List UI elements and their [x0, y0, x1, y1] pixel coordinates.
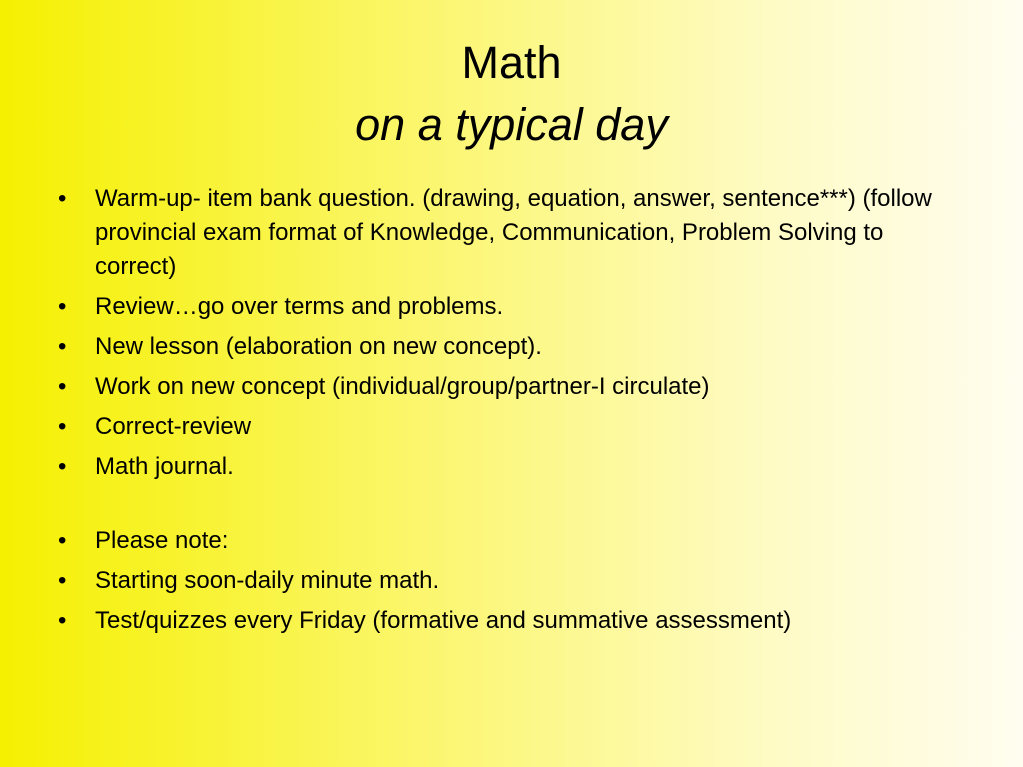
bullet-text: Warm-up- item bank question. (drawing, equation, answer, sentence***) (follow provincial exam format of Knowledge, Communication, Problem Solving to correct)	[95, 185, 932, 280]
bullet-dot-icon: •	[58, 567, 67, 594]
bullet-item	[58, 410, 958, 444]
bullet-item	[58, 330, 958, 364]
title-line-subtitle: on a typical day	[355, 99, 668, 150]
bullet-item	[58, 604, 958, 638]
bullet-item	[58, 182, 958, 284]
bullet-text: Review…go over terms and problems.	[95, 293, 504, 320]
bullet-text: Math journal.	[95, 453, 234, 480]
bullet-dot-icon: •	[58, 373, 67, 400]
bullet-text: Starting soon-daily minute math.	[95, 567, 440, 594]
bullet-text: New lesson (elaboration on new concept).	[95, 333, 542, 360]
bullet-item	[58, 290, 958, 324]
title-line-math: Math	[461, 37, 562, 88]
bullet-dot-icon: •	[58, 413, 67, 440]
bullet-item	[58, 524, 958, 558]
bullet-item	[58, 564, 958, 598]
bullet-dot-icon: •	[58, 527, 67, 554]
bullet-item	[58, 450, 958, 484]
bullet-dot-icon: •	[58, 333, 67, 360]
bullet-dot-icon: •	[58, 293, 67, 320]
bullet-dot-icon: •	[58, 607, 67, 634]
bullet-text: Correct-review	[95, 413, 252, 440]
bullet-list	[58, 182, 958, 644]
bullet-text: Please note:	[95, 527, 229, 554]
bullet-dot-icon: •	[58, 185, 67, 212]
slide-title	[0, 32, 1023, 156]
bullet-text: Work on new concept (individual/group/partner-I circulate)	[95, 373, 710, 400]
bullet-item	[58, 370, 958, 404]
bullet-dot-icon: •	[58, 453, 67, 480]
bullet-text: Test/quizzes every Friday (formative and summative assessment)	[95, 607, 792, 634]
